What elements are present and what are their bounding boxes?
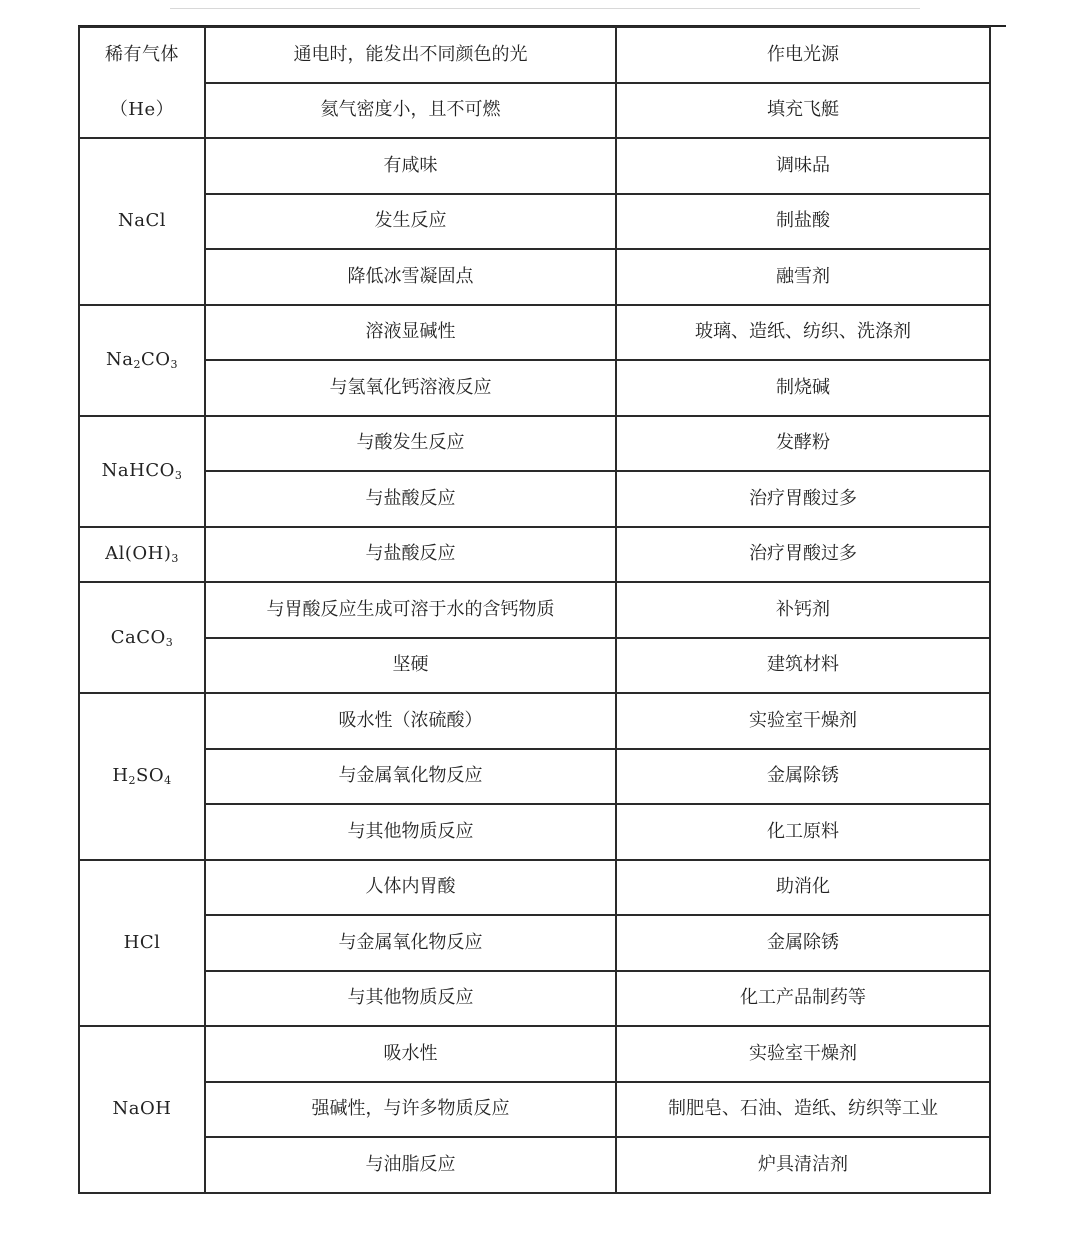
table-row [79,416,990,472]
property-cell: 与其他物质反应 [205,804,616,860]
formula-subscript: 3 [171,552,179,566]
table-row [79,804,990,860]
use-cell: 制烧碱 [616,360,990,416]
table-row [79,360,990,416]
table-row [79,471,990,527]
property-cell: 与盐酸反应 [205,527,616,583]
table-row [79,915,990,971]
property-cell: 溶液显碱性 [205,305,616,361]
substance-cell: HCl [79,860,205,1027]
formula-part: CO [140,349,171,370]
formula-subscript: 2 [133,358,141,371]
table-row [79,971,990,1027]
table-row [79,860,990,916]
table-row [79,693,990,749]
property-cell: 与酸发生反应 [205,416,616,472]
use-cell: 炉具清洁剂 [616,1137,990,1193]
table-row [79,27,990,83]
table-row [79,527,990,583]
use-cell: 助消化 [616,860,990,916]
substance-cell [79,693,205,860]
substance-cell [79,416,205,527]
substance-cell [79,305,205,416]
substance-cell [79,582,205,693]
use-cell: 金属除锈 [616,749,990,805]
property-cell: 与氢氧化钙溶液反应 [205,360,616,416]
formula-part: Al(OH) [105,543,172,565]
property-cell: 强碱性，与许多物质反应 [205,1082,616,1138]
property-cell: 与胃酸反应生成可溶于水的含钙物质 [205,582,616,638]
formula-part: SO [136,765,165,787]
property-cell: 与盐酸反应 [205,471,616,527]
property-cell: 降低冰雪凝固点 [205,249,616,305]
property-cell: 与油脂反应 [205,1137,616,1193]
formula-subscript: 3 [170,358,178,371]
use-cell: 发酵粉 [616,416,990,472]
formula-subscript: 3 [174,469,183,482]
table-row [79,749,990,805]
property-cell: 人体内胃酸 [205,860,616,916]
table-row [79,638,990,694]
property-cell: 吸水性（浓硫酸） [205,693,616,749]
substance-cell: NaCl [79,138,205,305]
use-cell: 实验室干燥剂 [616,693,990,749]
top-faint-rule [170,8,920,9]
table-row [79,1026,990,1082]
property-cell: 通电时，能发出不同颜色的光 [205,27,616,83]
use-cell: 治疗胃酸过多 [616,471,990,527]
use-cell: 化工产品制药等 [616,971,990,1027]
use-cell: 金属除锈 [616,915,990,971]
table-row [79,305,990,361]
substance-cell: （He） [79,83,205,139]
formula-part: H [112,765,129,787]
formula-subscript: 3 [165,635,174,649]
use-cell: 融雪剂 [616,249,990,305]
property-cell: 吸水性 [205,1026,616,1082]
formula-part: CaCO [110,626,166,648]
substance-cell [79,527,205,583]
formula-part: NaHCO [101,460,175,481]
use-cell: 玻璃、造纸、纺织、洗涤剂 [616,305,990,361]
property-cell: 与金属氧化物反应 [205,915,616,971]
use-cell: 治疗胃酸过多 [616,527,990,583]
property-cell: 与其他物质反应 [205,971,616,1027]
use-cell: 建筑材料 [616,638,990,694]
formula-subscript: 4 [164,774,172,788]
property-cell: 坚硬 [205,638,616,694]
use-cell: 调味品 [616,138,990,194]
substance-cell: 稀有气体 [79,27,205,83]
use-cell: 填充飞艇 [616,83,990,139]
table-row [79,83,990,139]
use-cell: 作电光源 [616,27,990,83]
substance-cell: NaOH [79,1026,205,1193]
use-cell: 制肥皂、石油、造纸、纺织等工业 [616,1082,990,1138]
substance-properties-table [78,26,991,1194]
formula-part: Na [105,349,134,370]
table-row [79,1082,990,1138]
formula-subscript: 2 [128,774,137,788]
use-cell: 制盐酸 [616,194,990,250]
use-cell: 实验室干燥剂 [616,1026,990,1082]
table-row [79,138,990,194]
property-cell: 与金属氧化物反应 [205,749,616,805]
table-row [79,194,990,250]
table-row [79,249,990,305]
use-cell: 补钙剂 [616,582,990,638]
table-row [79,1137,990,1193]
table-row [79,582,990,638]
property-cell: 有咸味 [205,138,616,194]
property-cell: 发生反应 [205,194,616,250]
property-cell: 氦气密度小，且不可燃 [205,83,616,139]
use-cell: 化工原料 [616,804,990,860]
